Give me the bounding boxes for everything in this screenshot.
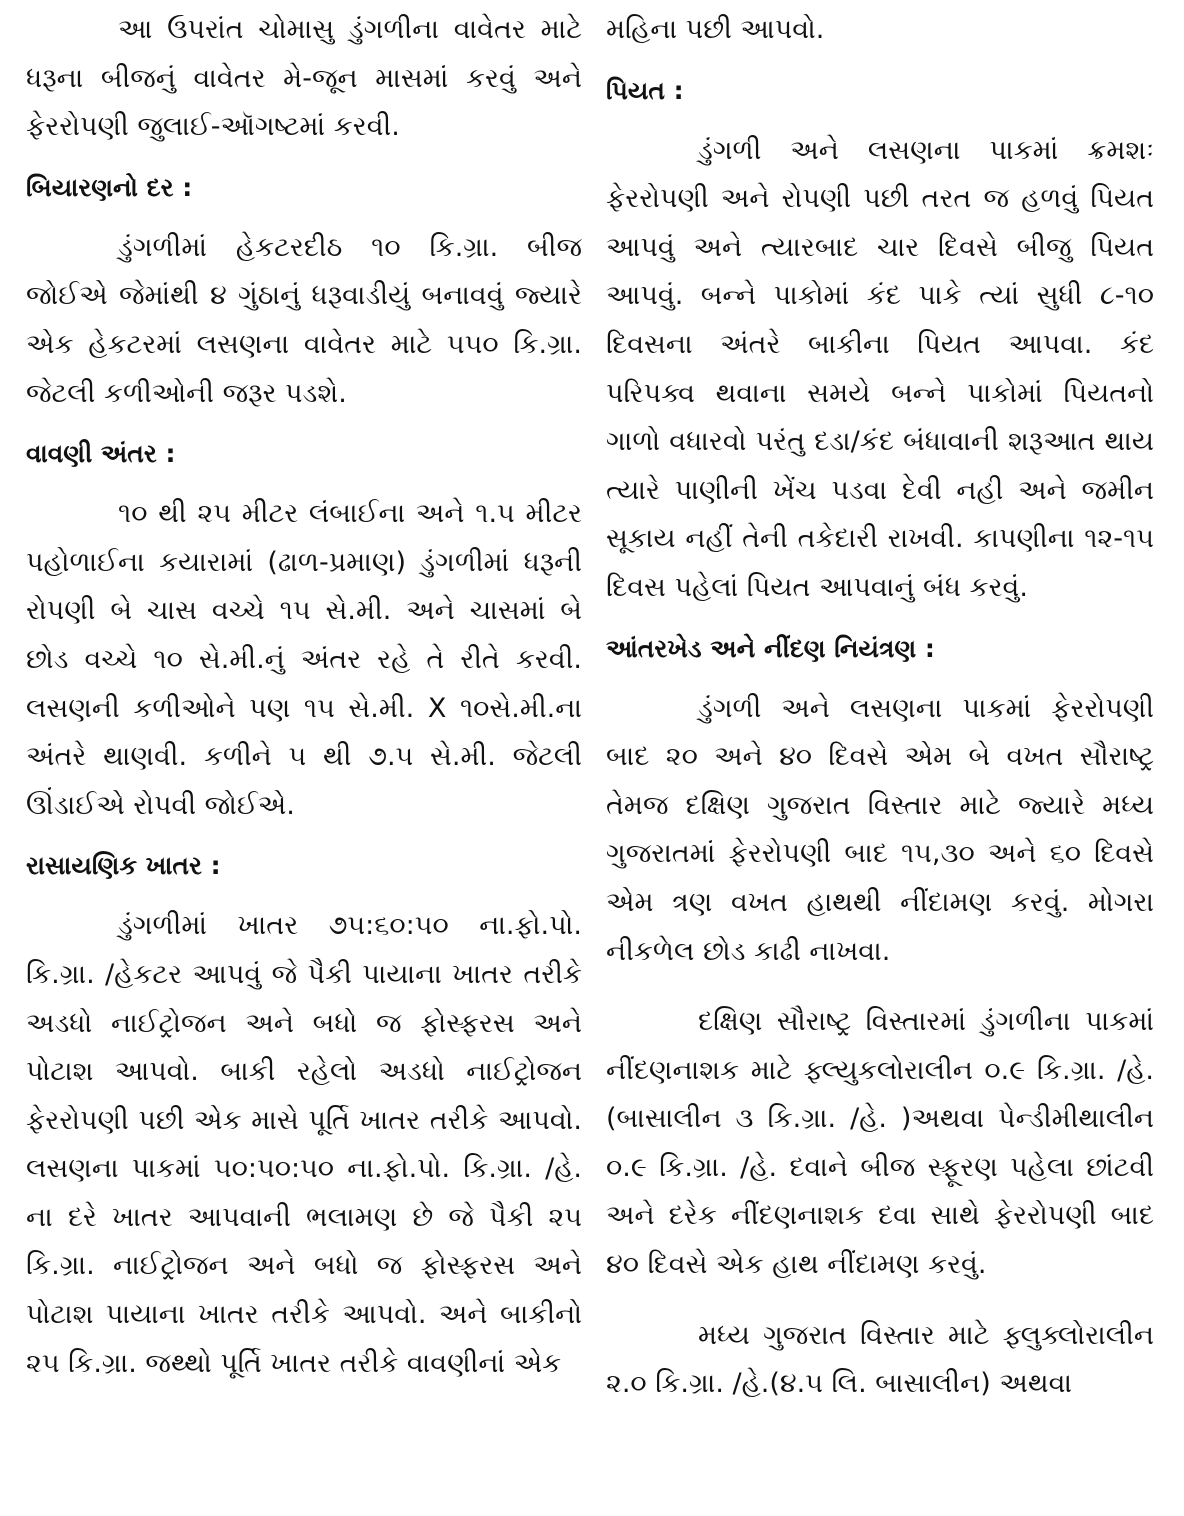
continuation-paragraph: મહિના પછી આપવો. (606, 14, 825, 45)
intro-paragraph: આ ઉપરાંત ચોમાસુ ડુંગળીના વાવેતર માટે ધરૂના બીજનું વાવેતર મે-જૂન માસમાં કરવું અને ફેરરોપણી જુલાઈ-ઑગષ્ટમાં કરવી. (26, 14, 582, 143)
irrigation-heading: પિયત : (606, 75, 684, 105)
central-gujarat-paragraph: મધ્ય ગુજરાત વિસ્તાર માટે ફ્લુક્લોરાલીન ૨.૦ કિ.ગ્રા. /હે.(૪.૫ લિ. બાસાલીન) અથવા (606, 1319, 1154, 1400)
seed-rate-heading: બિયારણનો દર : (26, 172, 193, 202)
south-saurashtra-paragraph: દક્ષિણ સૌરાષ્ટ્ર વિસ્તારમાં ડુંગળીના પાકમાં નીંદણનાશક માટે ફ્લ્યુકલોરાલીન ૦.૯ કિ.ગ્રા. /હે. (બાસાલીન ૩ કિ.ગ્રા. /હે. )અથવા પેન્ડીમીથાલીન ૦.૯ કિ.ગ્રા. /હે. દવાને બીજ સ્ફૂરણ પહેલા છાંટવી અને દરેક નીંદણનાશક દવા સાથે ફેરરોપણી બાદ ૪૦ દિવસે એક હાથ નીંદામણ કરવું. (606, 1006, 1154, 1281)
right-column (606, 6, 1154, 1409)
paragraph-gap (606, 1290, 1154, 1312)
weed-control-heading: આંતરખેડ અને નીંદણ નિયંત્રણ : (606, 633, 935, 663)
fertilizer-paragraph: ડુંગળીમાં ખાતર ૭૫:૬૦:૫૦ ના.ફો.પો. કિ.ગ્રા. /હેકટર આપવું જે પૈકી પાયાના ખાતર તરીકે અડધો નાઈટ્રોજન અને બધો જ ફોસ્ફરસ અને પોટાશ આપવો. બાકી રહેલો અડધો નાઈટ્રોજન ફેરરોપણી પછી એક માસે પૂર્તિ ખાતર તરીકે આપવો. લસણના પાકમાં ૫૦:૫૦:૫૦ ના.ફો.પો. કિ.ગ્રા. /હે. ના દરે ખાતર આપવાની ભલામણ છે જે પૈકી ૨૫ કિ.ગ્રા. નાઈટ્રોજન અને બધો જ ફોસ્ફરસ અને પોટાશ પાયાના ખાતર તરીકે આપવો. અને બાકીનો ૨૫ કિ.ગ્રા. જથ્થો પૂર્તિ ખાતર તરીકે વાવણીનાં એક (26, 910, 582, 1379)
spacing-heading: વાવણી અંતર : (26, 439, 176, 469)
spacing-paragraph: ૧૦ થી ૨૫ મીટર લંબાઈના અને ૧.૫ મીટર પહોળાઈના કયારામાં (ઢાળ-પ્રમાણ) ડુંગળીમાં ધરૂની રોપણી બે ચાસ વચ્ચે ૧૫ સે.મી. અને ચાસમાં બે છોડ વચ્ચે ૧૦ સે.મી.નું અંતર રહે તે રીતે કરવી. લસણની કળીઓને પણ ૧૫ સે.મી. X ૧૦સે.મી.ના અંતરે થાણવી. કળીને ૫ થી ૭.૫ સે.મી. જેટલી ઊંડાઈએ રોપવી જોઈએ. (26, 498, 582, 821)
fertilizer-heading: રાસાયણિક ખાતર : (26, 851, 221, 881)
weed-control-paragraph: ડુંગળી અને લસણના પાકમાં ફેરરોપણી બાદ ૨૦ અને ૪૦ દિવસે એમ બે વખત સૌરાષ્ટ્ર તેમજ દક્ષિણ ગુજરાત વિસ્તાર માટે જ્યારે મધ્ય ગુજરાતમાં ફેરરોપણી બાદ ૧૫,૩૦ અને ૬૦ દિવસે એમ ત્રણ વખત હાથથી નીંદામણ કરવું. મોગરા નીકળેલ છોડ કાઢી નાખવા. (606, 692, 1154, 967)
paragraph-gap (606, 976, 1154, 998)
left-column (26, 6, 582, 1388)
seed-rate-paragraph: ડુંગળીમાં હેકટરદીઠ ૧૦ કિ.ગ્રા. બીજ જોઈએ જેમાંથી ૪ ગુંઠાનું ધરૂવાડીયું બનાવવું જ્યારે એક હેકટરમાં લસણના વાવેતર માટે ૫૫૦ કિ.ગ્રા. જેટલી કળીઓની જરૂર પડશે. (26, 231, 582, 409)
irrigation-paragraph: ડુંગળી અને લસણના પાકમાં ક્રમશઃ ફેરરોપણી અને રોપણી પછી તરત જ હળવું પિયત આપવું અને ત્યારબાદ ચાર દિવસે બીજુ પિયત આપવું. બન્ને પાકોમાં કંદ પાકે ત્યાં સુધી ૮-૧૦ દિવસના અંતરે બાકીના પિયત આપવા. કંદ પરિપક્વ થવાના સમયે બન્ને પાકોમાં પિયતનો ગાળો વધારવો પરંતુ દડા/કંદ બંધાવાની શરૂઆત થાય ત્યારે પાણીની ખેંચ પડવા દેવી નહી અને જમીન સૂકાય નહીં તેની તકેદારી રાખવી. કાપણીના ૧૨-૧૫ દિવસ પહેલાં પિયત આપવાનું બંધ કરવું. (606, 134, 1154, 603)
